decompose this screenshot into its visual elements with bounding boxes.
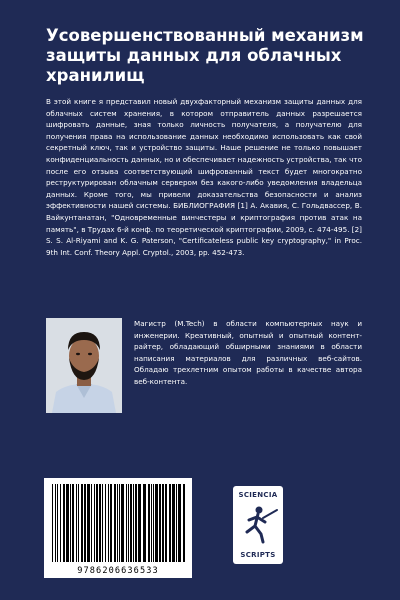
barcode-number: 9786206636533 — [77, 566, 159, 576]
author-portrait-icon — [46, 318, 122, 413]
author-bio: Магистр (M.Tech) в области компьютерных наук и инженерии. Креативный, опытный и опытный контент-райтер, обладающий обширными знаниями в области написания материалов для различных веб-сайтов. Обладаю трехлетним опытом работы в качестве автора веб-контента. — [134, 319, 362, 386]
book-description: В этой книге я представил новый двухфакторный механизм защиты данных для облачных систем хранения, в котором отправитель данных разрешается шифровать данные, зная только личность получателя, а получателю для получения права на использование данных необходимо использовать как свой секретный ключ, так и устройство защиты. Наше решение не только повышает конфиденциальность данных, но и обеспечивает надежность устройства, так что после его отзыва соответствующий шифрованный текст будет многократно реструктурирован облачным сервером без какого-либо уведомления владельца данных. Кроме того, мы привели доказательства безопасности и анализ эффективности нашей системы. БИБЛИОГРАФИЯ [1] А. Акавия, С. Гольдвассер, В. Вайкунтанатан, "Одновременные винчестеры и криптография против атак на память", в Трудах 6-й конф. по теоретической криптографии, 2009, с. 474-495. [2] S. S. Al-Riyami and K. G. Paterson, "Certificateless public key cryptography," in Proc. 9th Int. Conf. Theory Appl. Cryptol., 2003, pp. 452-473. — [46, 97, 362, 257]
barcode — [44, 478, 192, 578]
author-photo — [46, 318, 122, 413]
runner-icon — [233, 504, 283, 544]
publisher-logo-top: SCIENCIA — [238, 491, 278, 499]
publisher-logo-bottom: SCRIPTS — [240, 551, 276, 559]
book-title: Усовершенствованный механизм защиты данных для облачных хранилищ — [46, 26, 364, 85]
publisher-logo — [233, 486, 283, 564]
barcode-bars-icon — [44, 482, 192, 566]
